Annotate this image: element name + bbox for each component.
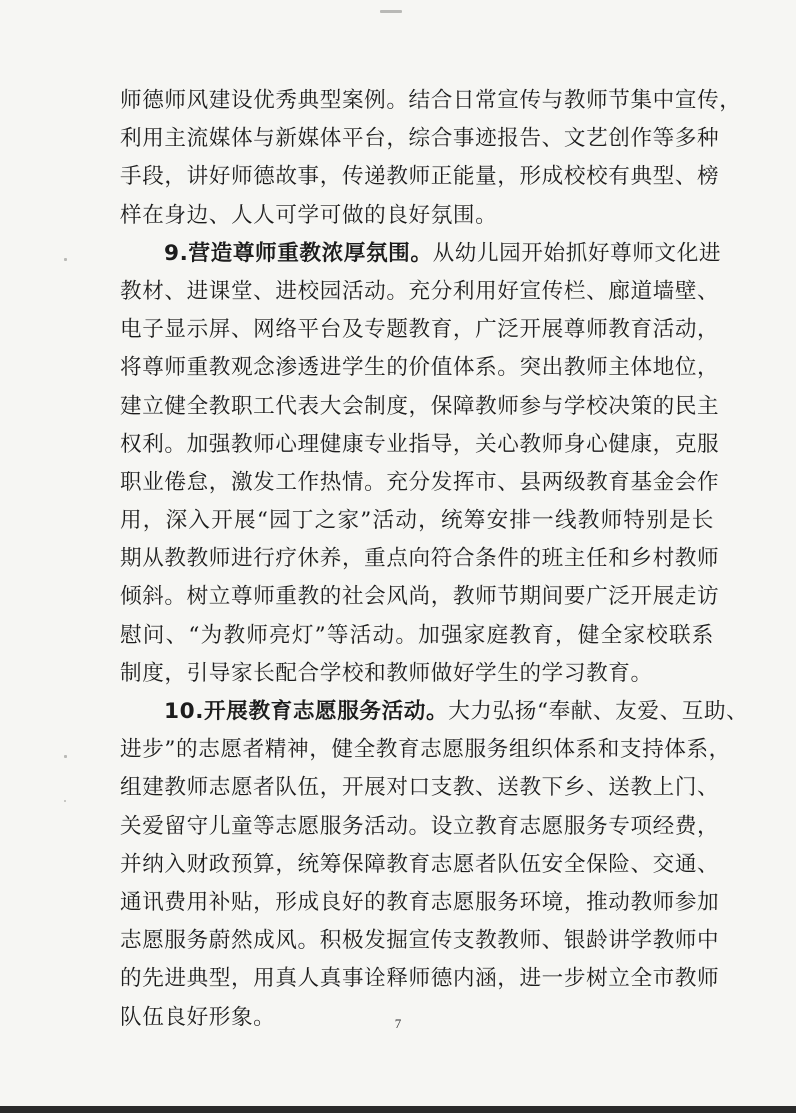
body-text [120,82,749,1037]
paragraph-line: 样在身边、人人可学可做的良好氛围。 [120,202,498,228]
paragraph-line: 职业倦怠，激发工作热情。充分发挥市、县两级教育基金会作 [120,469,720,495]
section-9-heading: 9.营造尊师重教浓厚氛围。 [164,240,433,266]
paragraph-line: 慰问、“为教师亮灯”等活动。加强家庭教育，健全家校联系 [120,622,714,648]
paragraph-line: 手段，讲好师德故事，传递教师正能量，形成校校有典型、榜 [120,164,720,190]
section-10-first-line-text: 大力弘扬“奉献、友爱、互助、 [448,699,749,724]
paragraph-line: 的先进典型，用真人真事诠释师德内涵，进一步树立全市教师 [120,966,720,992]
section-10-heading: 10.开展教育志愿服务活动。 [164,699,449,724]
paragraph-line: 权利。加强教师心理健康专业指导，关心教师身心健康，克服 [120,431,720,457]
paragraph-line: 建立健全教职工代表大会制度，保障教师参与学校决策的民主 [120,393,720,419]
scan-speck-top [380,10,402,13]
paragraph-line: 组建教师志愿者队伍，开展对口支教、送教下乡、送教上门、 [120,775,720,801]
paragraph-line: 制度，引导家长配合学校和教师做好学生的学习教育。 [120,660,653,686]
paragraph-line: 队伍良好形象。 [120,1004,276,1030]
paragraph-line: 倾斜。树立尊师重教的社会风尚，教师节期间要广泛开展走访 [120,584,720,610]
scan-speck-left-middle [64,755,67,758]
scan-speck-left-lower [64,800,66,802]
paragraph-line: 并纳入财政预算，统筹保障教育志愿者队伍安全保险、交通、 [120,851,720,877]
page-number: 7 [394,1016,402,1031]
paragraph-line: 利用主流媒体与新媒体平台，综合事迹报告、文艺创作等多种 [120,126,720,152]
paragraph-line: 师德师风建设优秀典型案例。结合日常宣传与教师节集中宣传， [120,88,742,113]
paragraph-line: 志愿服务蔚然成风。积极发掘宣传支教教师、银龄讲学教师中 [120,928,720,954]
paragraph-line: 进步”的志愿者精神，健全教育志愿服务组织体系和支持体系， [120,737,731,763]
paragraph-line: 教材、进课堂、进校园活动。充分利用好宣传栏、廊道墙壁、 [120,278,720,304]
paragraph-line: 用，深入开展“园丁之家”活动，统筹安排一线教师特别是长 [120,508,714,534]
paragraph-line: 将尊师重教观念渗透进学生的价值体系。突出教师主体地位， [120,355,720,381]
paragraph-line: 电子显示屏、网络平台及专题教育，广泛开展尊师教育活动， [120,317,720,343]
paragraph-line: 关爱留守儿童等志愿服务活动。设立教育志愿服务专项经费， [120,813,720,839]
paragraph-line: 通讯费用补贴，形成良好的教育志愿服务环境，推动教师参加 [120,889,720,915]
scan-speck-left-upper [64,258,67,261]
section-9-first-line-text: 从幼儿园开始抓好尊师文化进 [432,240,722,266]
paragraph-line: 期从教教师进行疗休养，重点向符合条件的班主任和乡村教师 [120,546,720,572]
section-10-first-line [120,693,749,731]
scan-bottom-edge [0,1106,796,1113]
section-9-first-line [120,235,722,273]
